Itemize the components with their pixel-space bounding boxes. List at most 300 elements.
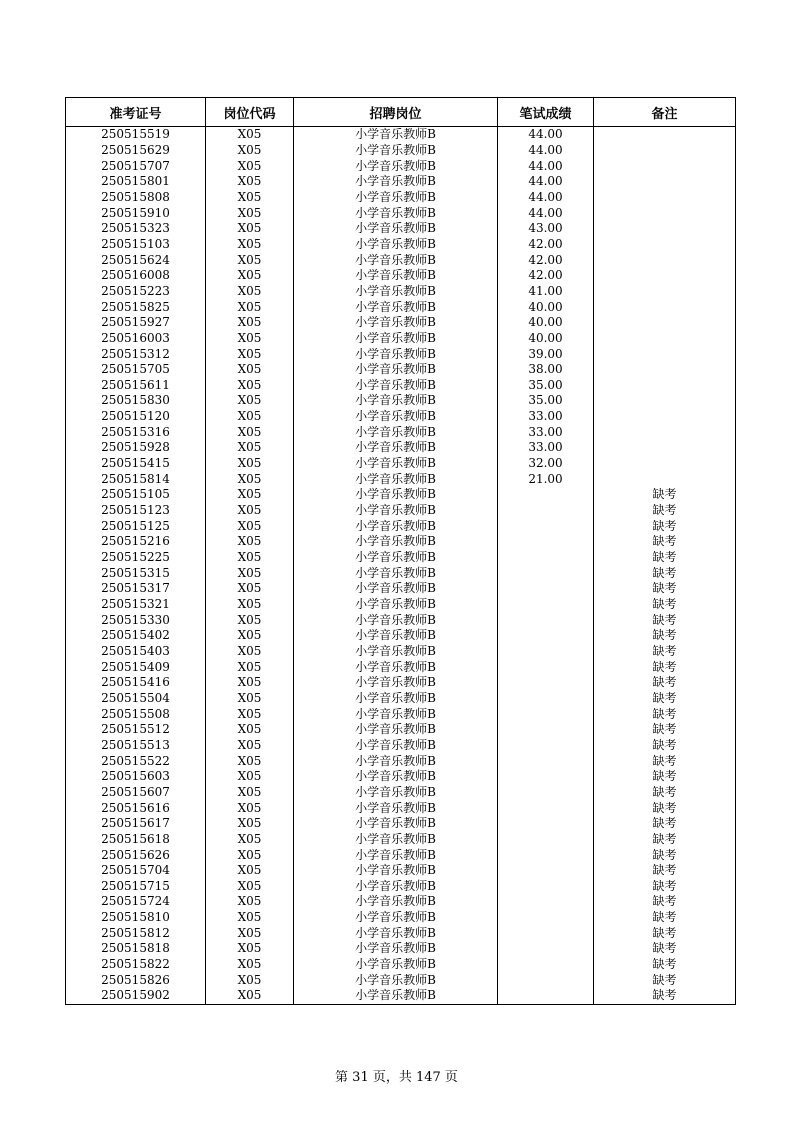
remarks-cell (594, 158, 736, 174)
position-name-cell: 小学音乐教师B (294, 503, 498, 519)
position-name-cell: 小学音乐教师B (294, 800, 498, 816)
remarks-cell (594, 315, 736, 331)
table-row (66, 378, 736, 394)
score-cell (498, 675, 594, 691)
admission-number-cell: 250515818 (66, 941, 206, 957)
position-name-cell: 小学音乐教师B (294, 628, 498, 644)
position-code-cell: X05 (206, 518, 294, 534)
score-cell: 33.00 (498, 424, 594, 440)
score-cell (498, 863, 594, 879)
admission-number-cell: 250515321 (66, 597, 206, 613)
admission-number-cell: 250515403 (66, 644, 206, 660)
header-admission-number: 准考证号 (66, 98, 206, 127)
position-code-cell: X05 (206, 268, 294, 284)
score-cell (498, 800, 594, 816)
admission-number-cell: 250515810 (66, 910, 206, 926)
table-row (66, 941, 736, 957)
score-cell (498, 894, 594, 910)
position-name-cell: 小学音乐教师B (294, 456, 498, 472)
score-cell: 33.00 (498, 409, 594, 425)
admission-number-cell: 250515316 (66, 424, 206, 440)
remarks-cell (594, 456, 736, 472)
admission-number-cell: 250515814 (66, 471, 206, 487)
position-code-cell: X05 (206, 706, 294, 722)
remarks-cell: 缺考 (594, 738, 736, 754)
position-code-cell: X05 (206, 205, 294, 221)
position-code-cell: X05 (206, 471, 294, 487)
position-name-cell: 小学音乐教师B (294, 237, 498, 253)
admission-number-cell: 250515330 (66, 612, 206, 628)
table-row (66, 456, 736, 472)
admission-number-cell: 250515120 (66, 409, 206, 425)
position-code-cell: X05 (206, 941, 294, 957)
table-row (66, 894, 736, 910)
remarks-cell: 缺考 (594, 769, 736, 785)
table-row (66, 612, 736, 628)
score-cell (498, 941, 594, 957)
admission-number-cell: 250515617 (66, 816, 206, 832)
position-name-cell: 小学音乐教师B (294, 487, 498, 503)
table-row (66, 847, 736, 863)
remarks-cell: 缺考 (594, 847, 736, 863)
position-name-cell: 小学音乐教师B (294, 299, 498, 315)
position-name-cell: 小学音乐教师B (294, 143, 498, 159)
score-cell (498, 753, 594, 769)
position-name-cell: 小学音乐教师B (294, 581, 498, 597)
score-cell: 44.00 (498, 158, 594, 174)
header-position-name: 招聘岗位 (294, 98, 498, 127)
position-name-cell: 小学音乐教师B (294, 518, 498, 534)
table-row (66, 127, 736, 143)
position-code-cell: X05 (206, 800, 294, 816)
position-name-cell: 小学音乐教师B (294, 205, 498, 221)
remarks-cell (594, 331, 736, 347)
position-code-cell: X05 (206, 738, 294, 754)
score-cell (498, 597, 594, 613)
position-code-cell: X05 (206, 158, 294, 174)
position-name-cell: 小学音乐教师B (294, 972, 498, 988)
admission-number-cell: 250515927 (66, 315, 206, 331)
position-name-cell: 小学音乐教师B (294, 941, 498, 957)
score-cell (498, 691, 594, 707)
admission-number-cell: 250516008 (66, 268, 206, 284)
table-row (66, 252, 736, 268)
admission-number-cell: 250515707 (66, 158, 206, 174)
admission-number-cell: 250515415 (66, 456, 206, 472)
position-name-cell: 小学音乐教师B (294, 315, 498, 331)
admission-number-cell: 250515715 (66, 879, 206, 895)
remarks-cell: 缺考 (594, 487, 736, 503)
admission-number-cell: 250515216 (66, 534, 206, 550)
position-code-cell: X05 (206, 346, 294, 362)
remarks-cell: 缺考 (594, 910, 736, 926)
position-code-cell: X05 (206, 315, 294, 331)
table-row (66, 205, 736, 221)
admission-number-cell: 250515910 (66, 205, 206, 221)
table-row (66, 628, 736, 644)
position-name-cell: 小学音乐教师B (294, 409, 498, 425)
admission-number-cell: 250515626 (66, 847, 206, 863)
table-row (66, 158, 736, 174)
table-row (66, 816, 736, 832)
admission-number-cell: 250515317 (66, 581, 206, 597)
admission-number-cell: 250515125 (66, 518, 206, 534)
admission-number-cell: 250515105 (66, 487, 206, 503)
position-code-cell: X05 (206, 143, 294, 159)
score-cell: 42.00 (498, 252, 594, 268)
score-cell (498, 503, 594, 519)
position-code-cell: X05 (206, 894, 294, 910)
remarks-cell (594, 205, 736, 221)
score-cell (498, 487, 594, 503)
admission-number-cell: 250515724 (66, 894, 206, 910)
remarks-cell (594, 440, 736, 456)
remarks-cell (594, 299, 736, 315)
score-cell (498, 879, 594, 895)
score-cell: 40.00 (498, 315, 594, 331)
remarks-cell: 缺考 (594, 785, 736, 801)
remarks-cell: 缺考 (594, 832, 736, 848)
admission-number-cell: 250516003 (66, 331, 206, 347)
table-row (66, 769, 736, 785)
table-row (66, 487, 736, 503)
position-name-cell: 小学音乐教师B (294, 644, 498, 660)
position-code-cell: X05 (206, 785, 294, 801)
position-code-cell: X05 (206, 221, 294, 237)
score-cell (498, 785, 594, 801)
position-name-cell: 小学音乐教师B (294, 284, 498, 300)
score-cell (498, 581, 594, 597)
table-row (66, 597, 736, 613)
remarks-cell (594, 237, 736, 253)
admission-number-cell: 250515513 (66, 738, 206, 754)
score-cell (498, 972, 594, 988)
score-cell: 44.00 (498, 190, 594, 206)
remarks-cell (594, 127, 736, 143)
position-name-cell: 小学音乐教师B (294, 378, 498, 394)
score-cell (498, 628, 594, 644)
position-code-cell: X05 (206, 237, 294, 253)
table-row (66, 722, 736, 738)
score-cell: 44.00 (498, 205, 594, 221)
table-row (66, 299, 736, 315)
table-row (66, 331, 736, 347)
score-cell: 32.00 (498, 456, 594, 472)
position-code-cell: X05 (206, 988, 294, 1004)
table-row (66, 785, 736, 801)
remarks-cell: 缺考 (594, 691, 736, 707)
admission-number-cell: 250515705 (66, 362, 206, 378)
score-cell (498, 534, 594, 550)
table-row (66, 221, 736, 237)
score-cell (498, 659, 594, 675)
admission-number-cell: 250515704 (66, 863, 206, 879)
score-cell: 44.00 (498, 127, 594, 143)
score-cell (498, 910, 594, 926)
table-row (66, 534, 736, 550)
remarks-cell: 缺考 (594, 894, 736, 910)
table-row (66, 190, 736, 206)
score-cell (498, 612, 594, 628)
admission-number-cell: 250515315 (66, 565, 206, 581)
score-cell: 44.00 (498, 174, 594, 190)
position-code-cell: X05 (206, 659, 294, 675)
table-row (66, 143, 736, 159)
admission-number-cell: 250515103 (66, 237, 206, 253)
admission-number-cell: 250515624 (66, 252, 206, 268)
remarks-cell: 缺考 (594, 879, 736, 895)
position-code-cell: X05 (206, 487, 294, 503)
position-name-cell: 小学音乐教师B (294, 362, 498, 378)
remarks-cell: 缺考 (594, 753, 736, 769)
table-row (66, 659, 736, 675)
score-cell: 44.00 (498, 143, 594, 159)
header-position-code: 岗位代码 (206, 98, 294, 127)
remarks-cell: 缺考 (594, 941, 736, 957)
position-code-cell: X05 (206, 722, 294, 738)
remarks-cell: 缺考 (594, 863, 736, 879)
remarks-cell: 缺考 (594, 644, 736, 660)
position-code-cell: X05 (206, 691, 294, 707)
score-cell: 39.00 (498, 346, 594, 362)
position-name-cell: 小学音乐教师B (294, 925, 498, 941)
position-name-cell: 小学音乐教师B (294, 988, 498, 1004)
position-name-cell: 小学音乐教师B (294, 252, 498, 268)
position-code-cell: X05 (206, 972, 294, 988)
score-cell (498, 816, 594, 832)
admission-number-cell: 250515825 (66, 299, 206, 315)
position-code-cell: X05 (206, 581, 294, 597)
position-name-cell: 小学音乐教师B (294, 910, 498, 926)
position-code-cell: X05 (206, 174, 294, 190)
header-written-score: 笔试成绩 (498, 98, 594, 127)
remarks-cell (594, 221, 736, 237)
position-name-cell: 小学音乐教师B (294, 691, 498, 707)
remarks-cell (594, 378, 736, 394)
position-name-cell: 小学音乐教师B (294, 127, 498, 143)
remarks-cell (594, 190, 736, 206)
score-cell (498, 518, 594, 534)
position-code-cell: X05 (206, 190, 294, 206)
table-row (66, 691, 736, 707)
table-row (66, 800, 736, 816)
position-name-cell: 小学音乐教师B (294, 863, 498, 879)
remarks-cell (594, 471, 736, 487)
score-cell: 42.00 (498, 237, 594, 253)
position-code-cell: X05 (206, 879, 294, 895)
table-row (66, 753, 736, 769)
position-name-cell: 小学音乐教师B (294, 706, 498, 722)
position-code-cell: X05 (206, 675, 294, 691)
position-code-cell: X05 (206, 910, 294, 926)
score-cell (498, 644, 594, 660)
remarks-cell: 缺考 (594, 581, 736, 597)
admission-number-cell: 250515830 (66, 393, 206, 409)
score-cell (498, 706, 594, 722)
table-row (66, 863, 736, 879)
table-row (66, 503, 736, 519)
position-code-cell: X05 (206, 550, 294, 566)
admission-number-cell: 250515616 (66, 800, 206, 816)
admission-number-cell: 250515603 (66, 769, 206, 785)
remarks-cell: 缺考 (594, 565, 736, 581)
table-row (66, 910, 736, 926)
score-cell: 43.00 (498, 221, 594, 237)
table-row (66, 471, 736, 487)
remarks-cell: 缺考 (594, 597, 736, 613)
table-row (66, 644, 736, 660)
table-row (66, 738, 736, 754)
table-row (66, 957, 736, 973)
table-row (66, 346, 736, 362)
position-code-cell: X05 (206, 847, 294, 863)
table-row (66, 174, 736, 190)
position-code-cell: X05 (206, 424, 294, 440)
score-cell (498, 565, 594, 581)
position-code-cell: X05 (206, 440, 294, 456)
score-cell: 42.00 (498, 268, 594, 284)
admission-number-cell: 250515223 (66, 284, 206, 300)
table-body (66, 127, 736, 1005)
admission-number-cell: 250515812 (66, 925, 206, 941)
remarks-cell (594, 268, 736, 284)
admission-number-cell: 250515225 (66, 550, 206, 566)
table-row (66, 925, 736, 941)
score-cell (498, 722, 594, 738)
position-code-cell: X05 (206, 503, 294, 519)
remarks-cell: 缺考 (594, 659, 736, 675)
table-row (66, 315, 736, 331)
table-row (66, 675, 736, 691)
position-code-cell: X05 (206, 409, 294, 425)
score-cell (498, 550, 594, 566)
position-name-cell: 小学音乐教师B (294, 550, 498, 566)
position-code-cell: X05 (206, 284, 294, 300)
remarks-cell (594, 174, 736, 190)
remarks-cell: 缺考 (594, 957, 736, 973)
results-table (65, 97, 736, 1005)
remarks-cell (594, 346, 736, 362)
position-name-cell: 小学音乐教师B (294, 268, 498, 284)
remarks-cell: 缺考 (594, 503, 736, 519)
admission-number-cell: 250515928 (66, 440, 206, 456)
score-cell (498, 847, 594, 863)
score-cell: 35.00 (498, 378, 594, 394)
header-remarks: 备注 (594, 98, 736, 127)
admission-number-cell: 250515618 (66, 832, 206, 848)
table-row (66, 409, 736, 425)
position-code-cell: X05 (206, 957, 294, 973)
table-row (66, 550, 736, 566)
admission-number-cell: 250515323 (66, 221, 206, 237)
position-code-cell: X05 (206, 378, 294, 394)
position-code-cell: X05 (206, 863, 294, 879)
remarks-cell (594, 143, 736, 159)
remarks-cell (594, 284, 736, 300)
remarks-cell: 缺考 (594, 628, 736, 644)
score-cell (498, 925, 594, 941)
score-cell: 40.00 (498, 331, 594, 347)
admission-number-cell: 250515808 (66, 190, 206, 206)
table-row (66, 565, 736, 581)
position-name-cell: 小学音乐教师B (294, 346, 498, 362)
position-name-cell: 小学音乐教师B (294, 675, 498, 691)
table-row (66, 518, 736, 534)
remarks-cell: 缺考 (594, 534, 736, 550)
admission-number-cell: 250515512 (66, 722, 206, 738)
position-code-cell: X05 (206, 925, 294, 941)
table-row (66, 268, 736, 284)
position-name-cell: 小学音乐教师B (294, 753, 498, 769)
admission-number-cell: 250515508 (66, 706, 206, 722)
table-row (66, 424, 736, 440)
score-cell (498, 988, 594, 1004)
admission-number-cell: 250515902 (66, 988, 206, 1004)
remarks-cell (594, 252, 736, 268)
remarks-cell: 缺考 (594, 972, 736, 988)
remarks-cell: 缺考 (594, 925, 736, 941)
position-name-cell: 小学音乐教师B (294, 565, 498, 581)
table-row (66, 972, 736, 988)
position-name-cell: 小学音乐教师B (294, 612, 498, 628)
position-name-cell: 小学音乐教师B (294, 158, 498, 174)
remarks-cell (594, 424, 736, 440)
score-cell (498, 957, 594, 973)
score-cell (498, 738, 594, 754)
table-row (66, 706, 736, 722)
position-code-cell: X05 (206, 331, 294, 347)
score-cell: 40.00 (498, 299, 594, 315)
position-name-cell: 小学音乐教师B (294, 722, 498, 738)
remarks-cell: 缺考 (594, 550, 736, 566)
position-name-cell: 小学音乐教师B (294, 393, 498, 409)
score-cell: 35.00 (498, 393, 594, 409)
admission-number-cell: 250515629 (66, 143, 206, 159)
table-row (66, 988, 736, 1004)
position-code-cell: X05 (206, 565, 294, 581)
table-row (66, 362, 736, 378)
remarks-cell (594, 362, 736, 378)
admission-number-cell: 250515504 (66, 691, 206, 707)
admission-number-cell: 250515519 (66, 127, 206, 143)
position-code-cell: X05 (206, 597, 294, 613)
position-code-cell: X05 (206, 127, 294, 143)
score-cell: 41.00 (498, 284, 594, 300)
table-row (66, 879, 736, 895)
position-name-cell: 小学音乐教师B (294, 190, 498, 206)
position-code-cell: X05 (206, 299, 294, 315)
table-row (66, 440, 736, 456)
position-name-cell: 小学音乐教师B (294, 471, 498, 487)
position-name-cell: 小学音乐教师B (294, 816, 498, 832)
score-cell: 33.00 (498, 440, 594, 456)
score-cell (498, 832, 594, 848)
position-code-cell: X05 (206, 644, 294, 660)
remarks-cell: 缺考 (594, 722, 736, 738)
table-row (66, 393, 736, 409)
remarks-cell: 缺考 (594, 612, 736, 628)
table-row (66, 832, 736, 848)
admission-number-cell: 250515123 (66, 503, 206, 519)
position-code-cell: X05 (206, 393, 294, 409)
position-code-cell: X05 (206, 753, 294, 769)
admission-number-cell: 250515801 (66, 174, 206, 190)
position-name-cell: 小学音乐教师B (294, 174, 498, 190)
remarks-cell: 缺考 (594, 706, 736, 722)
position-name-cell: 小学音乐教师B (294, 832, 498, 848)
position-name-cell: 小学音乐教师B (294, 894, 498, 910)
admission-number-cell: 250515409 (66, 659, 206, 675)
